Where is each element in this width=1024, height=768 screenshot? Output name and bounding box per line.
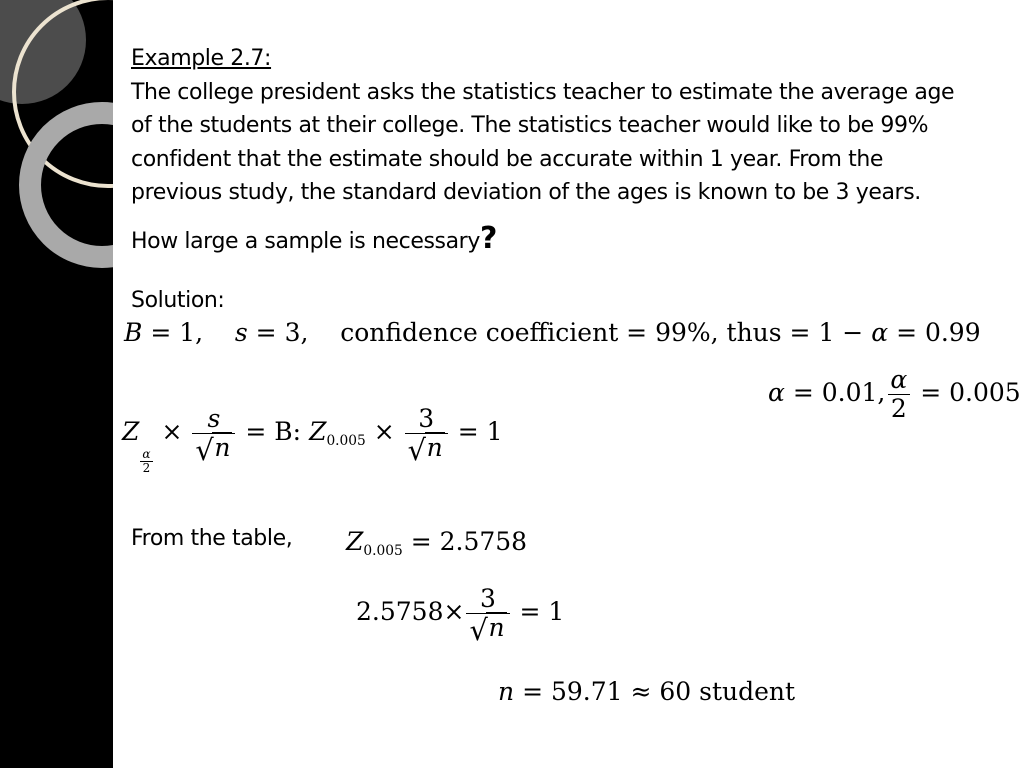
equation-z-value: $Z_{0.005} = 2.5758$	[346, 527, 528, 559]
equation-sample-size-result: n = 59.71 ≈ 60 student	[498, 677, 796, 706]
equation-given-values: B = 1, s = 3, confidence coefficient = 99%, thus = 1 − α = 0.99	[124, 318, 981, 347]
problem-line-4: previous study, the standard deviation of the ages is known to be 3 years.	[131, 180, 921, 205]
equation-margin-of-error: Z $\frac{\alpha}{2}$ × s √ n = B: $Z_{0.005}$ × 3 √ n = 1	[122, 404, 503, 476]
equation-substituted: 2.5758× 3 √ n = 1	[356, 584, 565, 647]
slide-text	[131, 42, 1011, 210]
decorative-sidebar	[0, 0, 113, 768]
question-text	[131, 222, 497, 259]
from-table-label: From the table,	[131, 526, 293, 551]
question-mark: ?	[479, 221, 497, 256]
problem-line-2: of the students at their college. The statistics teacher would like to be 99%	[131, 113, 929, 138]
problem-line-1: The college president asks the statistics teacher to estimate the average age	[131, 79, 955, 105]
equation-alpha: α = 0.01, $\frac{\alpha}{2}$ = 0.005	[768, 365, 1021, 423]
decorative-rings	[0, 0, 113, 768]
problem-line-3: confident that the estimate should be accurate within 1 year. From the	[131, 146, 884, 172]
question-label: How large a sample is necessary	[131, 229, 480, 254]
example-heading: Example 2.7:	[131, 46, 272, 71]
solution-label: Solution:	[131, 288, 225, 313]
